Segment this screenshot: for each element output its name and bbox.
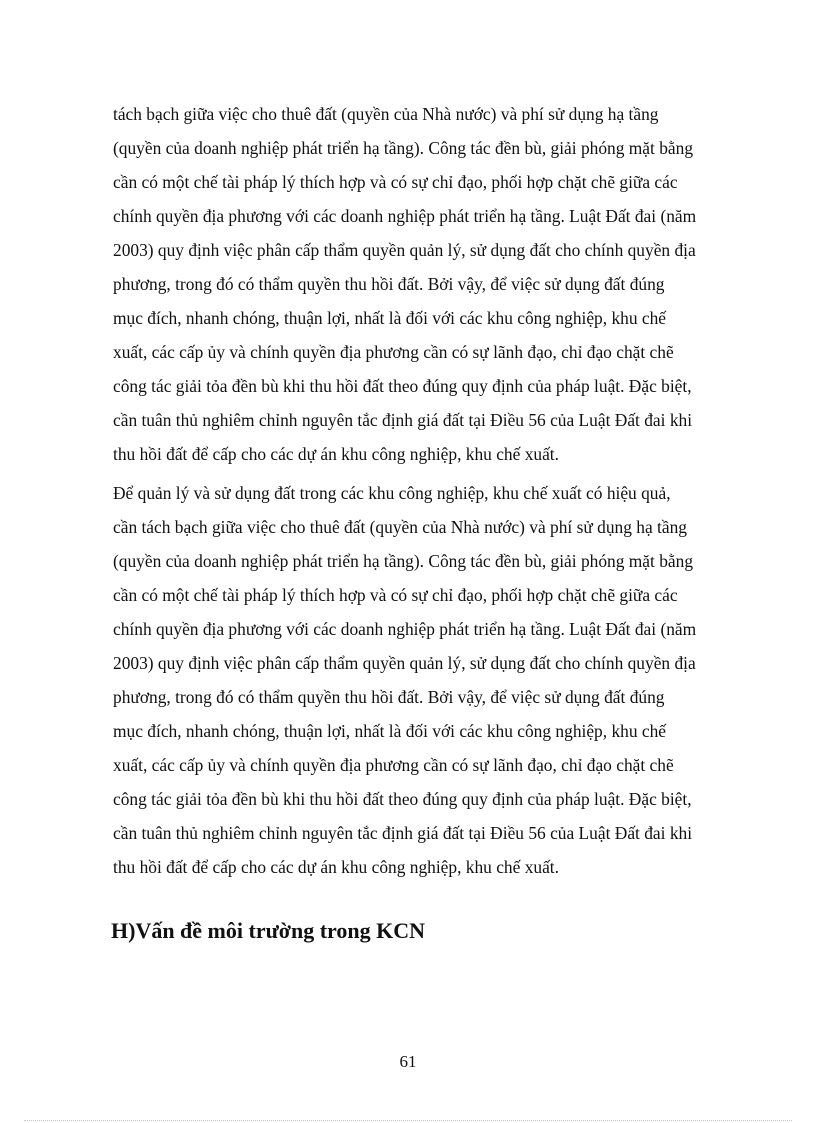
paragraph-1-line-5: 2003) quy định việc phân cấp thẩm quyền quản lý, sử dụng đất cho chính quyền địa: [113, 240, 696, 260]
page-number: 61: [399, 1052, 417, 1071]
paragraph-2-line-6: 2003) quy định việc phân cấp thẩm quyền quản lý, sử dụng đất cho chính quyền địa: [113, 653, 696, 673]
paragraph-1-line-10: cần tuân thủ nghiêm chỉnh nguyên tắc định giá đất tại Điều 56 của Luật Đất đai khi: [113, 410, 693, 430]
paragraph-2-line-4: cần có một chế tài pháp lý thích hợp và có sự chỉ đạo, phối hợp chặt chẽ giữa các: [113, 585, 678, 605]
paragraph-2-line-8: mục đích, nhanh chóng, thuận lợi, nhất là đối với các khu công nghiệp, khu chế: [113, 721, 667, 741]
paragraph-1-line-9: công tác giải tỏa đền bù khi thu hồi đất theo đúng quy định của pháp luật. Đặc biệt,: [113, 376, 692, 396]
paragraph-2-line-11: cần tuân thủ nghiêm chỉnh nguyên tắc định giá đất tại Điều 56 của Luật Đất đai khi: [113, 823, 693, 843]
paragraph-2-line-3: (quyền của doanh nghiệp phát triển hạ tầng). Công tác đền bù, giải phóng mặt bằng: [113, 551, 694, 571]
paragraph-1-line-11: thu hồi đất để cấp cho các dự án khu công nghiệp, khu chế xuất.: [113, 444, 559, 464]
paragraph-2-line-2: cần tách bạch giữa việc cho thuê đất (quyền của Nhà nước) và phí sử dụng hạ tầng: [113, 517, 687, 537]
paragraph-2-line-12: thu hồi đất để cấp cho các dự án khu công nghiệp, khu chế xuất.: [113, 857, 559, 877]
paragraph-1-line-1: tách bạch giữa việc cho thuê đất (quyền của Nhà nước) và phí sử dụng hạ tầng: [113, 104, 659, 124]
paragraph-1-line-7: mục đích, nhanh chóng, thuận lợi, nhất là đối với các khu công nghiệp, khu chế: [113, 308, 667, 328]
paragraph-1-line-2: (quyền của doanh nghiệp phát triển hạ tầng). Công tác đền bù, giải phóng mặt bằng: [113, 138, 694, 158]
paragraph-1-line-8: xuất, các cấp ủy và chính quyền địa phương cần có sự lãnh đạo, chỉ đạo chặt chẽ: [113, 342, 674, 362]
paragraph-1-line-4: chính quyền địa phương với các doanh nghiệp phát triển hạ tầng. Luật Đất đai (năm: [113, 206, 697, 226]
paragraph-2-line-10: công tác giải tỏa đền bù khi thu hồi đất theo đúng quy định của pháp luật. Đặc biệt,: [113, 789, 692, 809]
paragraph-1-line-6: phương, trong đó có thẩm quyền thu hồi đất. Bởi vậy, để việc sử dụng đất đúng: [113, 274, 665, 294]
paragraph-2-line-1: Để quản lý và sử dụng đất trong các khu công nghiệp, khu chế xuất có hiệu quả,: [113, 483, 671, 503]
paragraph-2-line-5: chính quyền địa phương với các doanh nghiệp phát triển hạ tầng. Luật Đất đai (năm: [113, 619, 697, 639]
section-heading: H)Vấn đề môi trường trong KCN: [111, 918, 426, 943]
page-bottom-divider: [24, 1120, 792, 1121]
paragraph-1-line-3: cần có một chế tài pháp lý thích hợp và có sự chỉ đạo, phối hợp chặt chẽ giữa các: [113, 172, 678, 192]
paragraph-2-line-9: xuất, các cấp ủy và chính quyền địa phương cần có sự lãnh đạo, chỉ đạo chặt chẽ: [113, 755, 674, 775]
paragraph-2-line-7: phương, trong đó có thẩm quyền thu hồi đất. Bởi vậy, để việc sử dụng đất đúng: [113, 687, 665, 707]
